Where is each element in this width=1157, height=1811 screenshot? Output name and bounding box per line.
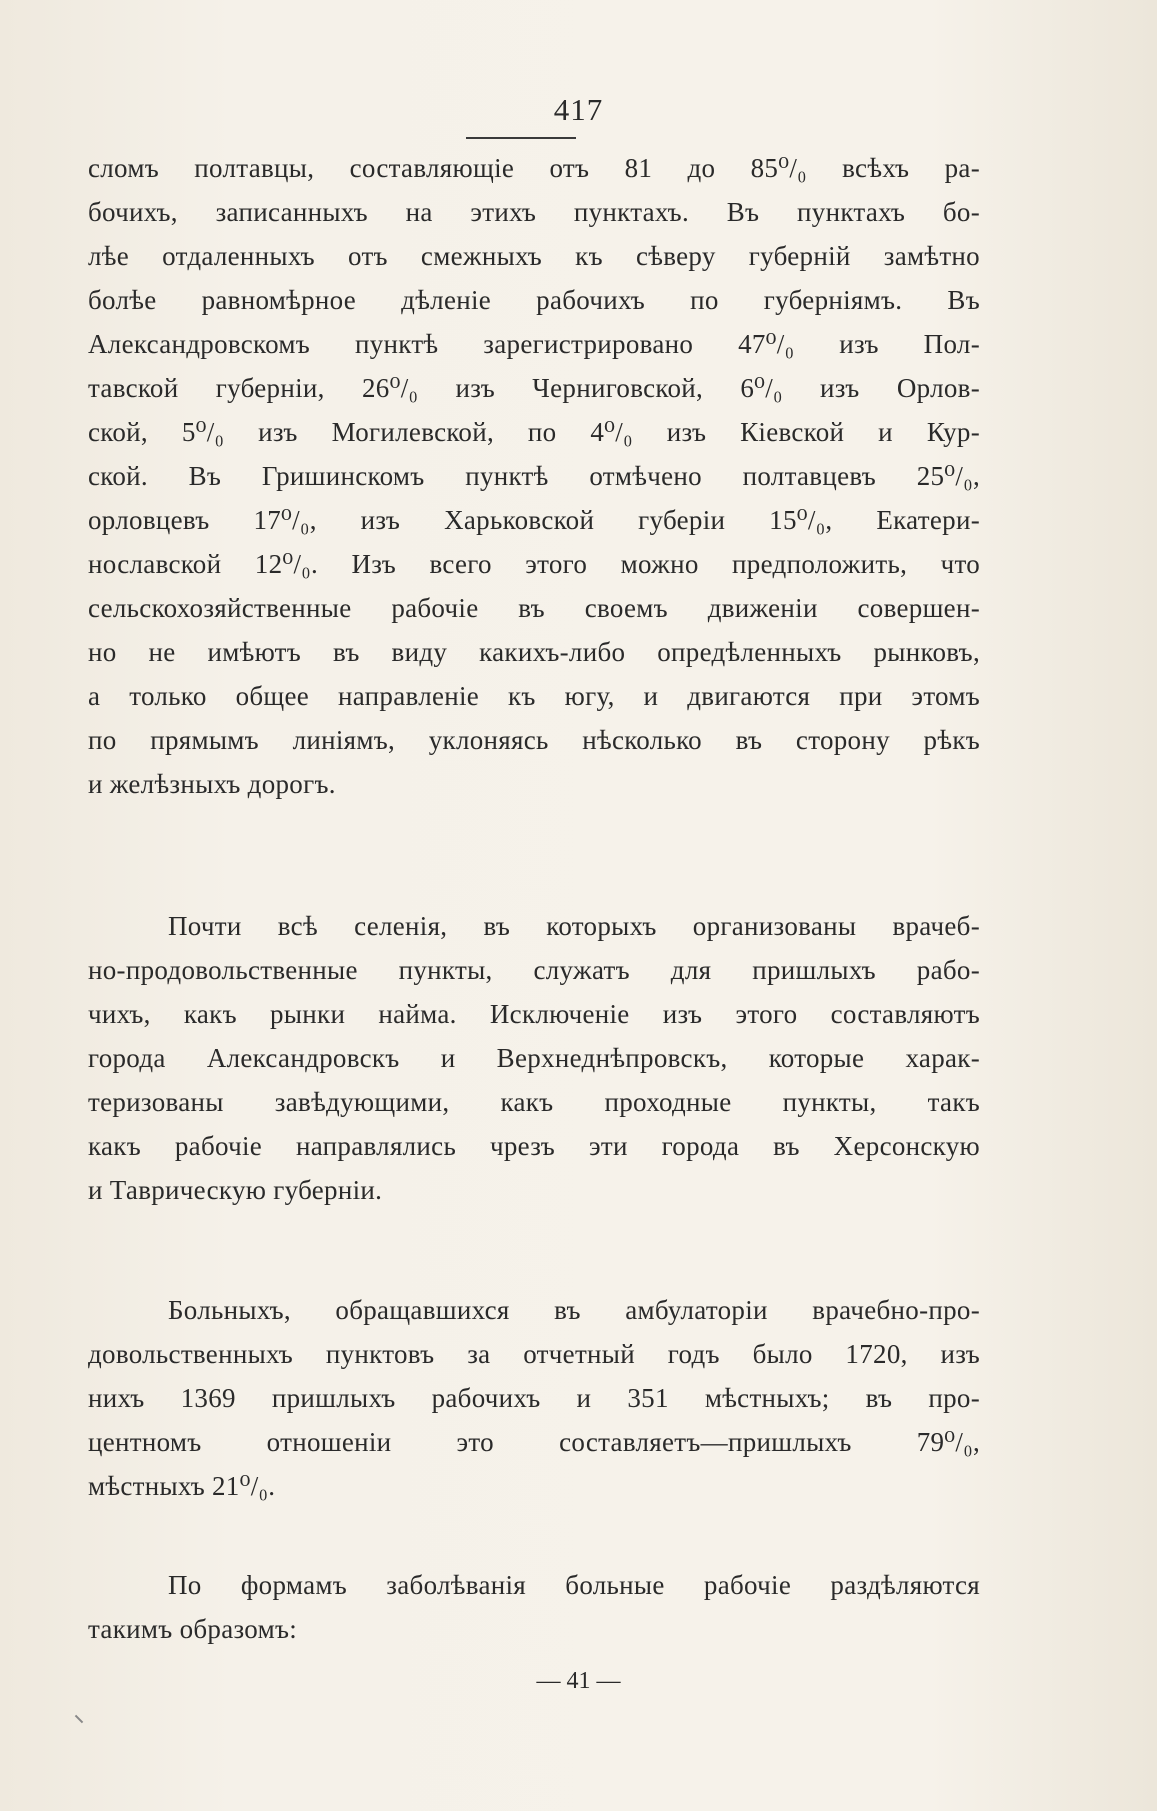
text-line: болѣе равномѣрное дѣленіе рабочихъ по губерніямъ. Въ [88,285,980,315]
text-line: орловцевъ 17⁰/₀, изъ Харьковской губеріи 15⁰/₀, Екатери- [88,505,980,535]
text-line: но не имѣютъ въ виду какихъ-либо опредѣленныхъ рынковъ, [88,637,980,667]
text-line: теризованы завѣдующими, какъ проходные пункты, такъ [88,1087,980,1117]
text-line: Больныхъ, обращавшихся въ амбулаторіи врачебно-про- [168,1295,980,1325]
text-line: сломъ полтавцы, составляющіе отъ 81 до 85⁰/₀ всѣхъ ра- [88,153,980,183]
text-line: ской, 5⁰/₀ изъ Могилевской, по 4⁰/₀ изъ Кіевской и Кур- [88,417,980,447]
text-line: города Александровскъ и Верхнеднѣпровскъ, которые харак- [88,1043,980,1073]
text-line: по прямымъ линіямъ, уклоняясь нѣсколько въ сторону рѣкъ [88,725,980,755]
text-line: мѣстныхъ 21⁰/₀. [88,1471,276,1501]
text-line: центномъ отношеніи это составляетъ—пришлыхъ 79⁰/₀, [88,1427,980,1457]
text-line: бочихъ, записанныхъ на этихъ пунктахъ. Въ пунктахъ бо- [88,197,980,227]
text-line: такимъ образомъ: [88,1614,298,1644]
text-line: довольственныхъ пунктовъ за отчетный годъ было 1720, изъ [88,1339,980,1369]
page-number-rule [466,137,576,139]
paragraph-2 [88,904,980,1212]
text-line: нославской 12⁰/₀. Изъ всего этого можно предположить, что [88,549,980,579]
text-line: лѣе отдаленныхъ отъ смежныхъ къ сѣверу губерній замѣтно [88,241,980,271]
text-line: По формамъ заболѣванія больные рабочіе раздѣляются [168,1570,980,1600]
scan-artifact [75,1715,83,1723]
paragraph-3 [88,1288,980,1508]
signature-mark: — 41 — [536,1668,621,1694]
page-number: 417 [553,92,604,127]
paragraph-4 [88,1563,980,1651]
text-line: и Таврическую губерніи. [88,1175,383,1205]
text-line: но-продовольственные пункты, служатъ для пришлыхъ рабо- [88,955,980,985]
text-line: нихъ 1369 пришлыхъ рабочихъ и 351 мѣстныхъ; въ про- [88,1383,980,1413]
text-line: Почти всѣ селенія, въ которыхъ организованы врачеб- [168,911,980,941]
text-line: и желѣзныхъ дорогъ. [88,769,336,799]
text-line: тавской губерніи, 26⁰/₀ изъ Черниговской, 6⁰/₀ изъ Орлов- [88,373,980,403]
text-line: Александровскомъ пунктѣ зарегистрировано 47⁰/₀ изъ Пол- [88,329,980,359]
text-line: а только общее направленіе къ югу, и двигаются при этомъ [88,681,980,711]
text-line: сельскохозяйственные рабочіе въ своемъ движеніи совершен- [88,593,980,623]
text-line: чихъ, какъ рынки найма. Исключеніе изъ этого составляютъ [88,999,980,1029]
text-line: какъ рабочіе направлялись чрезъ эти города въ Херсонскую [88,1131,980,1161]
paragraph-1 [88,146,980,806]
text-line: ской. Въ Гришинскомъ пунктѣ отмѣчено полтавцевъ 25⁰/₀, [88,461,980,491]
